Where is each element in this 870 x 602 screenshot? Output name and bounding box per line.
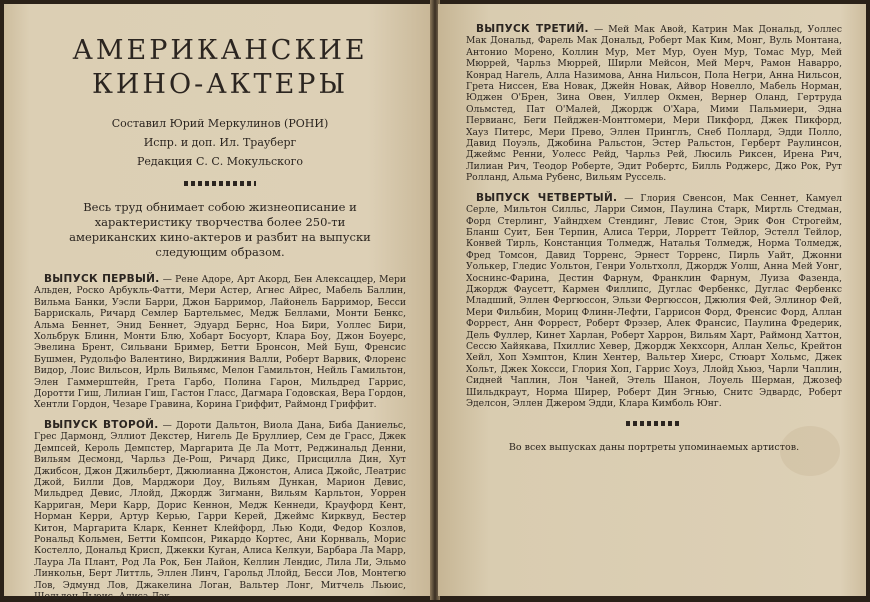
ornament-divider <box>626 421 682 426</box>
edited-by: Испр. и доп. Ил. Трауберг <box>143 136 297 149</box>
section-text: Дороти Дальтон, Виола Дана, Биба Даниельс, Грес Дармонд, Эллиот Декстер, Нигель Де Бруллиер, Сем де Грасс, Джек Демпсей, Кероль Демпстер, Маргарита Де Ла Мотт, Реджинальд Денни, Вильям Десмонд, Чарльз Де-Рош, Ричард Дикс, Присцилла Дин, Хут Джибсон, Джон Джильберт, Джюлианна Джонстон, Алиса Джойс, Леатрис Джой, Билли Дов, Марджори Доу, Вильям Дункан, Марион Девис, Мильдред Девис, Ллойд, Джордж Зигманн, Вильям Карльтон, Уоррен Карриган, Мери Карр, Дорис Кеннон, Медж Кеннеди, Крауфорд Кент, Норман Керри, Артур Керью, Гарри Керей, Джеймс Кирквуд, Бестер Китон, Маргарита Кларк, Кеннет Клейфорд, Лью Коди, Федор Козлов, Рональд Кольмен, Бетти Компсон, Рикардо Кортес, Ани Корнваль, Морис Костелло, Дональд Крисп, Джекки Куган, Алиса Келкуи, Барбара Ла Марр, Лаура Ла Плант, Род Ла Рок, Бен Лайон, Келлин Лендис, Лила Ли, Эльмо Линкольн, Берт Литтль, Эллен Линч, Гарольд Ллойд, Бесси Лов, Монтегю Лов, Эдмунд Лов, Джакелина Логан, Вальтер Лонг, Митчель Льюис, Шельдон Льюис, Алиса Лэк. <box>34 419 406 602</box>
section-issue-3: ВЫПУСК ТРЕТИЙ. — Мей Мак Авой, Катрин Мак Дональд, Уоллес Мак Дональд, Фарель Мак Дональд, Роберт Мак Ким, Монг, Вуль Монтана, Антонио Морено, Коллин Мур, Мет Мур, Оуен Мур, Томас Мур, Мей Мюррей, Чарльз Мюррей, Ширли Мейсон, Мей Мерч, Рамон Наварро, Конрад Нагель, Алла Назимова, Анна Нильсон, Пола Негри, Анна Нильсон, Грета Ниссен, Ева Новак, Джейн Новак, Айвор Новелло, Мабель Норман, Юджен О'Брен, Зина Овен, Уиллер Окмен, Вернер Оланд, Гертруда Ольмстед, Пат О'Малей, Джордж О'Хара, Мими Пальмиери, Эдна Первианс, Беги Пейджен-Монтгомери, Мери Пикфорд, Джек Пикфорд, Хауз Питерс, Мери Прево, Эллен Принглъ, Снеб Поллард, Эдди Полло, Давид Поуэль, Джобина Ральстон, Эстер Ральстон, Герберт Раулинсон, Джеймс Ренни, Уолесс Рейд, Чарльз Рей, Люсиль Риксен, Ирена Рич, Лилиан Рич, Теодор Роберте, Эдит Робертс, Билль Роджерс, Джо Рок, Рут Ролланд, Альма Рубенс, Вильям Руссель. <box>466 23 842 184</box>
section-heading: ВЫПУСК ПЕРВЫЙ. <box>44 273 160 285</box>
section-issue-2: ВЫПУСК ВТОРОЙ. — Дороти Дальтон, Виола Дана, Биба Даниельс, Грес Дармонд, Эллиот Декстер, Нигель Де Бруллиер, Сем де Грасс, Джек Демпсей, Кероль Демпстер, Маргарита Де Ла Мотт, Реджинальд Денни, Вильям Десмонд, Чарльз Де-Рош, Ричард Дикс, Присцилла Дин, Хут Джибсон, Джон Джильберт, Джюлианна Джонстон, Алиса Джойс, Леатрис Джой, Билли Дов, Марджори Доу, Вильям Дункан, Марион Девис, Мильдред Девис, Ллойд, Джордж Зигманн, Вильям Карльтон, Уоррен Карриган, Мери Карр, Дорис Кеннон, Медж Кеннеди, Крауфорд Кент, Норман Керри, Артур Керью, Гарри Керей, Джеймс Кирквуд, Бестер Китон, Маргарита Кларк, Кеннет Клейфорд, Лью Коди, Федор Козлов, Рональд Кольмен, Бетти Компсон, Рикардо Кортес, Ани Корнваль, Морис Костелло, Дональд Крисп, Джекки Куган, Алиса Келкуи, Барбара Ла Марр, Лаура Ла Плант, Род Ла Рок, Бен Лайон, Келлин Лендис, Лила Ли, Эльмо Линкольн, Берт Литтль, Эллен Линч, Гарольд Ллойд, Бесси Лов, Монтегю Лов, Эдмунд Лов, Джакелина Логан, Вальтер Лонг, Митчель Льюис, Шельдон Льюис, Алиса Лэк. <box>34 418 406 602</box>
section-text: Глория Свенсон, Мак Сеннет, Камуел Серле, Мильтон Силльс, Ларри Симон, Паулина Старк, Миртль Стедман, Форд Стерлинг, Уайндхем Стендинг, Левис Стон, Эрик Фон Строгейм, Бланш Суит, Бен Терпин, Алиса Терри, Лорретт Тейлор, Эстелл Тейлор, Конвей Тирль, Констанция Толмедж, Наталья Толмедж, Норма Толмедж, Фред Томсон, Давид Торренс, Эрнест Торренс, Пирль Уайт, Джонни Уолькер, Гледис Уольтон, Генри Уольтхолл, Джордж Уолш, Анна Мей Уонг, Хоснинс-Фарина, Дестин Фарнум, Франклин Фарнум, Луиза Фазенда, Джордж Фаусетт, Кармен Филлипс, Дуглас Фербенкс, Дуглас Фербенкс Младший, Эллен Фергюссон, Эльзи Фергюссон, Джюлия Фей, Эллинор Фей, Мери Фильбин, Мориц Флинн-Лефти, Гаррисон Форд, Френсис Форд, Аллан Форрест, Анн Форрест, Роберт Фрэзер, Алек Франсис, Паулина Фредерик, Дель Фуллер, Кинет Харлан, Роберт Харрон, Вильям Харт, Раймонд Хаттон, Сессю Хайякава, Пхиллис Хевер, Джордж Хекхсорн, Аллан Хельс, Крейтон Хейл, Хоп Хэмптон, Клин Хентер, Вальтер Хиерс, Стюарт Хольмс, Джек Хольт, Джек Хоксси, Глория Хоп, Гаррис Хоуз, Ллойд Хьюз, Чарли Чаплин, Сидней Чаплин, Лон Чаней, Этель Шанон, Лоуель Шерман, Джозеф Шильдкраут, Норма Ширер, Роберт Дин Эгнью, Снитс Эдвардс, Роберт Эделсон, Эллен Джером Эдди, Клара Кимболь Юнг. <box>466 192 842 409</box>
section-text: Рене Адоре, Арт Акорд, Бен Алексацдер, Мери Альден, Роско Арбукль-Фатти, Мери Астер, Агнес Айрес, Мабель Баллин, Вильма Банки, Уэсли Барри, Джон Барримор, Лайонель Барримор, Бесси Баррискаль, Ричард Семлер Бартельмес, Медж Беллами, Монти Бенкс, Альма Беннет, Энид Беннет, Эдуард Бернс, Ноа Бири, Уоллес Бири, Хольбрук Блинн, Монти Блю, Хобарт Босуорт, Клара Боу, Джон Боуерс, Эвелина Брент, Сильвани Бример, Бетти Бронсон, Мей Буш, Френсис Бушмен, Рудольфо Валентино, Вирджиния Валли, Роберт Варвик, Флоренс Видор, Лоис Вильсон, Ирль Вильямс, Мелон Гамильтон, Нейль Гамильтон, Элен Гаммерштейн, Грета Гарбо, Полина Гарон, Мильдред Гаррис, Доротти Гиш, Лилиан Гиш, Гастон Гласс, Дагмара Годовская, Вера Гордон, Хентли Гордон, Чезаре Гравина, Корина Гриффит, Раймонд Гриффит. <box>34 274 406 411</box>
compiled-by: Составил Юрий Меркулинов (РОНИ) <box>111 117 329 130</box>
paper-stain <box>780 426 840 476</box>
section-heading: ВЫПУСК ЧЕТВЕРТЫЙ. <box>476 191 618 204</box>
section-issue-1: ВЫПУСК ПЕРВЫЙ. — Рене Адоре, Арт Акорд, Бен Алексацдер, Мери Альден, Роско Арбукль-Фатти, Мери Астер, Агнес Айрес, Мабель Баллин, Вильма Банки, Уэсли Барри, Джон Барримор, Лайонель Барримор, Бесси Баррискаль, Ричард Семлер Бартельмес, Медж Беллами, Монти Бенкс, Альма Беннет, Энид Беннет, Эдуард Бернс, Ноа Бири, Уоллес Бири, Хольбрук Блинн, Монти Блю, Хобарт Босуорт, Клара Боу, Джон Боуерс, Эвелина Брент, Сильвани Бример, Бетти Бронсон, Мей Буш, Френсис Бушмен, Рудольфо Валентино, Вирджиния Валли, Роберт Варвик, Флоренс Видор, Лоис Вильсон, Ирль Вильямс, Мелон Гамильтон, Нейль Гамильтон, Элен Гаммерштейн, Грета Гарбо, Полина Гарон, Мильдред Гаррис, Доротти Гиш, Лилиан Гиш, Гастон Гласс, Дагмара Годовская, Вера Гордон, Хентли Гордон, Чезаре Гравина, Корина Гриффит, Раймонд Гриффит. <box>34 273 406 411</box>
left-page <box>4 4 432 602</box>
section-issue-4: ВЫПУСК ЧЕТВЕРТЫЙ. — Глория Свенсон, Мак Сеннет, Камуел Серле, Мильтон Силльс, Ларри Симон, Паулина Старк, Миртль Стедман, Форд Стерлинг, Уайндхем Стендинг, Левис Стон, Эрик Фон Строгейм, Бланш Суит, Бен Терпин, Алиса Терри, Лорретт Тейлор, Эстелл Тейлор, Конвей Тирль, Констанция Толмедж, Наталья Толмедж, Норма Толмедж, Фред Томсон, Давид Торренс, Эрнест Торренс, Пирль Уайт, Джонни Уолькер, Гледис Уольтон, Генри Уольтхолл, Джордж Уолш, Анна Мей Уонг, Хоснинс-Фарина, Дестин Фарнум, Франклин Фарнум, Луиза Фазенда, Джордж Фаусетт, Кармен Филлипс, Дуглас Фербенкс, Дуглас Фербенкс Младший, Эллен Фергюссон, Эльзи Фергюссон, Джюлия Фей, Эллинор Фей, Мери Фильбин, Мориц Флинн-Лефти, Гаррисон Форд, Френсис Форд, Аллан Форрест, Анн Форрест, Роберт Фрэзер, Алек Франсис, Паулина Фредерик, Дель Фуллер, Кинет Харлан, Роберт Харрон, Вильям Харт, Раймонд Хаттон, Сессю Хайякава, Пхиллис Хевер, Джордж Хекхсорн, Аллан Хельс, Крейтон Хейл, Хоп Хэмптон, Клин Хентер, Вальтер Хиерс, Стюарт Хольмс, Джек Хольт, Джек Хоксси, Глория Хоп, Гаррис Хоуз, Ллойд Хьюз, Чарли Чаплин, Сидней Чаплин, Лон Чаней, Этель Шанон, Лоуель Шерман, Джозеф Шильдкраут, Норма Ширер, Роберт Дин Эгнью, Снитс Эдвардс, Роберт Эделсон, Эллен Джером Эдди, Клара Кимболь Юнг. <box>466 191 842 409</box>
book-title <box>34 34 406 102</box>
intro-paragraph: Весь труд обнимает собою жизнеописание и характеристику творчества более 250-ти американских кино-актеров и разбит на выпуски следующим образом. <box>69 200 371 259</box>
portraits-note: Во всех выпусках даны портреты упоминаемых артистов. <box>508 442 800 454</box>
title-line-1: АМЕРИКАНСКИЕ <box>72 35 368 66</box>
editorial-by: Редакция С. С. Мокульского <box>136 155 304 168</box>
credits-block <box>34 114 406 171</box>
section-text: Мей Мак Авой, Катрин Мак Дональд, Уоллес Мак Дональд, Фарель Мак Дональд, Роберт Мак Ким, Монг, Вуль Монтана, Антонио Морено, Коллин Мур, Мет Мур, Оуен Мур, Томас Мур, Мей Мюррей, Чарльз Мюррей, Ширли Мейсон, Мей Мерч, Рамон Наварро, Конрад Нагель, Алла Назимова, Анна Нильсон, Пола Негри, Анна Нильсон, Грета Ниссен, Ева Новак, Джейн Новак, Айвор Новелло, Мабель Норман, Юджен О'Брен, Зина Овен, Уиллер Окмен, Вернер Оланд, Гертруда Ольмстед, Пат О'Малей, Джордж О'Хара, Мими Пальмиери, Эдна Первианс, Беги Пейджен-Монтгомери, Мери Пикфорд, Джек Пикфорд, Хауз Питерс, Мери Прево, Эллен Принглъ, Снеб Поллард, Эдди Полло, Давид Поуэль, Джобина Ральстон, Эстер Ральстон, Герберт Раулинсон, Джеймс Ренни, Уолесс Рейд, Чарльз Рей, Люсиль Риксен, Ирена Рич, Лилиан Рич, Теодор Роберте, Эдит Робертс, Билль Роджерс, Джо Рок, Рут Ролланд, Альма Рубенс, Вильям Руссель. <box>466 24 842 184</box>
right-page <box>438 4 866 596</box>
section-heading: ВЫПУСК ВТОРОЙ. <box>44 418 159 431</box>
title-line-2: КИНО-АКТЕРЫ <box>91 69 349 100</box>
section-heading: ВЫПУСК ТРЕТИЙ. <box>476 23 589 35</box>
ornament-divider <box>184 181 256 186</box>
